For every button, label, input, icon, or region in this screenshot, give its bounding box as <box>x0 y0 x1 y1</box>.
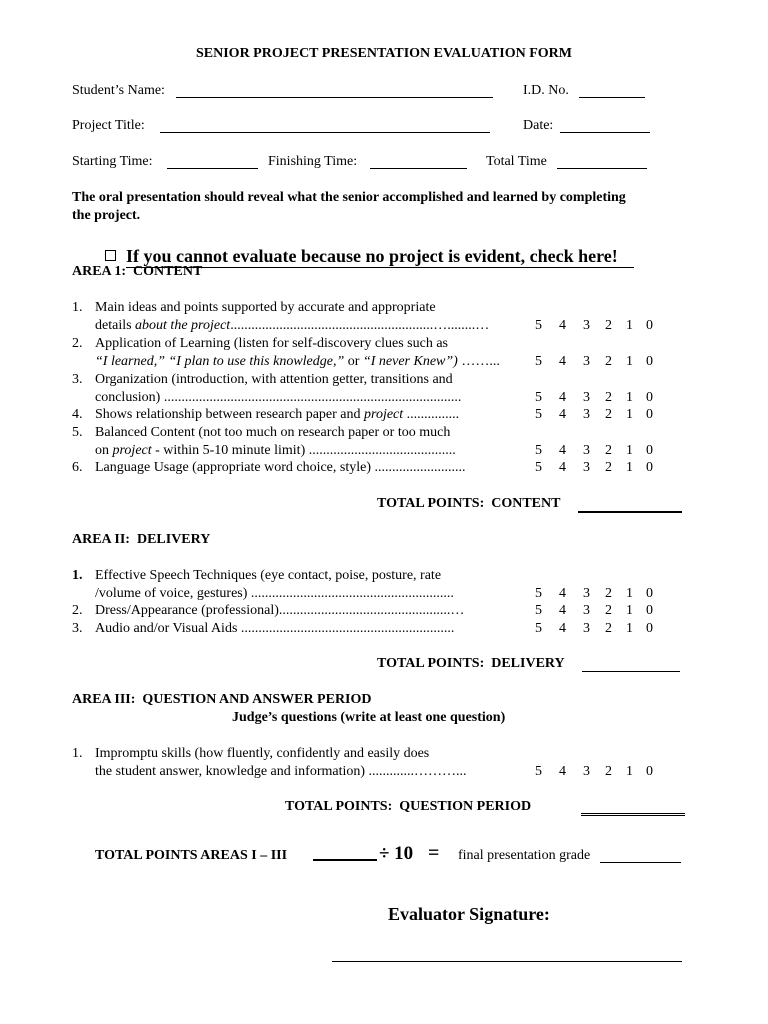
score-option-5[interactable]: 5 <box>535 407 542 422</box>
score-option-0[interactable]: 0 <box>646 390 653 405</box>
score-option-3[interactable]: 3 <box>583 764 590 779</box>
score-option-5[interactable]: 5 <box>535 603 542 618</box>
area1-item1-num: 1. <box>72 300 83 315</box>
finishing-time-label: Finishing Time: <box>268 154 358 169</box>
score-option-0[interactable]: 0 <box>646 586 653 601</box>
score-option-2[interactable]: 2 <box>605 354 612 369</box>
score-option-3[interactable]: 3 <box>583 460 590 475</box>
area1-item5-line2: on project - within 5-10 minute limit) .......................................... <box>95 443 456 458</box>
score-option-1[interactable]: 1 <box>626 764 633 779</box>
area1-item2-line2: “I learned,” “I plan to use this knowledge,” or “I never Knew”) ……... <box>95 354 500 369</box>
score-option-1[interactable]: 1 <box>626 354 633 369</box>
area2-total-field[interactable] <box>582 658 680 672</box>
area2-item2-line1: Dress/Appearance (professional).................................................… <box>95 603 465 618</box>
final-total-field[interactable] <box>313 846 377 861</box>
score-option-2[interactable]: 2 <box>605 443 612 458</box>
score-option-2[interactable]: 2 <box>605 460 612 475</box>
area1-total-field[interactable] <box>578 498 682 513</box>
checkbox-icon[interactable] <box>105 250 116 261</box>
score-option-0[interactable]: 0 <box>646 764 653 779</box>
score-option-5[interactable]: 5 <box>535 318 542 333</box>
score-option-2[interactable]: 2 <box>605 603 612 618</box>
score-option-0[interactable]: 0 <box>646 443 653 458</box>
date-label: Date: <box>523 118 554 133</box>
area2-item3-num: 3. <box>72 621 83 636</box>
area1-item4-line1: Shows relationship between research paper and project ............... <box>95 407 460 422</box>
score-option-2[interactable]: 2 <box>605 621 612 636</box>
signature-field[interactable] <box>332 961 682 962</box>
area1-item1-line2: details about the project..........................................................…........… <box>95 318 490 333</box>
area1-item2-num: 2. <box>72 336 83 351</box>
score-option-5[interactable]: 5 <box>535 621 542 636</box>
area2-item1-line1: Effective Speech Techniques (eye contact, poise, posture, rate <box>95 568 442 583</box>
score-option-3[interactable]: 3 <box>583 407 590 422</box>
area1-item3-line2: conclusion) ..................................................................................... <box>95 390 462 405</box>
area1-item5-line1: Balanced Content (not too much on research paper or too much <box>95 425 451 440</box>
score-option-3[interactable]: 3 <box>583 318 590 333</box>
area1-item2-line1: Application of Learning (listen for self-discovery clues such as <box>95 336 449 351</box>
score-option-4[interactable]: 4 <box>559 764 566 779</box>
score-option-5[interactable]: 5 <box>535 390 542 405</box>
starting-time-field[interactable] <box>167 155 258 169</box>
intro-text-line2: the project. <box>72 208 141 223</box>
score-option-2[interactable]: 2 <box>605 407 612 422</box>
area1-item6-line1: Language Usage (appropriate word choice, style) .......................... <box>95 460 466 475</box>
student-name-field[interactable] <box>176 84 493 98</box>
intro-text-line1: The oral presentation should reveal what the senior accomplished and learned by completing <box>72 190 626 205</box>
area3-item1-line2: the student answer, knowledge and information) .............………... <box>95 764 467 779</box>
area1-item1-line1: Main ideas and points supported by accurate and appropriate <box>95 300 436 315</box>
area3-item1-line1: Impromptu skills (how fluently, confidently and easily does <box>95 746 430 761</box>
score-option-1[interactable]: 1 <box>626 460 633 475</box>
score-option-3[interactable]: 3 <box>583 586 590 601</box>
area1-heading: AREA 1: CONTENT <box>72 264 203 279</box>
area1-item4-num: 4. <box>72 407 83 422</box>
divide-by-ten: ÷ 10 <box>379 843 414 864</box>
score-option-3[interactable]: 3 <box>583 603 590 618</box>
area3-total-label: TOTAL POINTS: QUESTION PERIOD <box>285 799 532 814</box>
id-label: I.D. No. <box>523 83 569 98</box>
final-grade-label: final presentation grade <box>458 848 591 863</box>
score-option-4[interactable]: 4 <box>559 460 566 475</box>
score-option-5[interactable]: 5 <box>535 764 542 779</box>
score-option-3[interactable]: 3 <box>583 390 590 405</box>
score-option-4[interactable]: 4 <box>559 318 566 333</box>
score-option-4[interactable]: 4 <box>559 603 566 618</box>
final-total-label: TOTAL POINTS AREAS I – III <box>95 848 288 863</box>
score-option-1[interactable]: 1 <box>626 586 633 601</box>
score-option-3[interactable]: 3 <box>583 443 590 458</box>
id-field[interactable] <box>579 84 645 98</box>
score-option-5[interactable]: 5 <box>535 586 542 601</box>
score-option-0[interactable]: 0 <box>646 460 653 475</box>
score-option-4[interactable]: 4 <box>559 354 566 369</box>
score-option-0[interactable]: 0 <box>646 407 653 422</box>
score-option-1[interactable]: 1 <box>626 621 633 636</box>
date-field[interactable] <box>560 119 650 133</box>
project-title-field[interactable] <box>160 119 490 133</box>
no-project-check-label: If you cannot evaluate because no project is evident, check here! <box>126 246 634 268</box>
score-option-4[interactable]: 4 <box>559 407 566 422</box>
score-option-1[interactable]: 1 <box>626 443 633 458</box>
score-option-0[interactable]: 0 <box>646 621 653 636</box>
project-title-label: Project Title: <box>72 118 145 133</box>
score-option-2[interactable]: 2 <box>605 318 612 333</box>
score-option-0[interactable]: 0 <box>646 318 653 333</box>
starting-time-label: Starting Time: <box>72 154 153 169</box>
score-option-2[interactable]: 2 <box>605 390 612 405</box>
area2-heading: AREA II: DELIVERY <box>72 532 211 547</box>
score-option-3[interactable]: 3 <box>583 354 590 369</box>
area1-item6-num: 6. <box>72 460 83 475</box>
equals-sign: = <box>428 842 440 864</box>
score-option-3[interactable]: 3 <box>583 621 590 636</box>
area2-item3-line1: Audio and/or Visual Aids ............................................................. <box>95 621 455 636</box>
score-option-0[interactable]: 0 <box>646 603 653 618</box>
page-title: SENIOR PROJECT PRESENTATION EVALUATION FORM <box>196 46 572 61</box>
area2-item2-num: 2. <box>72 603 83 618</box>
area1-item5-num: 5. <box>72 425 83 440</box>
area3-total-field[interactable] <box>581 800 685 816</box>
total-time-field[interactable] <box>557 155 647 169</box>
area1-total-label: TOTAL POINTS: CONTENT <box>377 496 561 511</box>
score-option-4[interactable]: 4 <box>559 586 566 601</box>
signature-label: Evaluator Signature: <box>388 904 550 924</box>
score-option-0[interactable]: 0 <box>646 354 653 369</box>
score-option-1[interactable]: 1 <box>626 318 633 333</box>
area1-item3-line1: Organization (introduction, with attention getter, transitions and <box>95 372 453 387</box>
finishing-time-field[interactable] <box>370 155 467 169</box>
area3-subheading: Judge’s questions (write at least one question) <box>232 710 506 725</box>
score-option-5[interactable]: 5 <box>535 443 542 458</box>
area2-item1-num: 1. <box>72 568 83 583</box>
score-option-5[interactable]: 5 <box>535 460 542 475</box>
student-name-label: Student’s Name: <box>72 83 165 98</box>
area3-heading: AREA III: QUESTION AND ANSWER PERIOD <box>72 692 372 707</box>
score-option-2[interactable]: 2 <box>605 586 612 601</box>
total-time-label: Total Time <box>486 154 547 169</box>
score-option-1[interactable]: 1 <box>626 407 633 422</box>
no-project-check[interactable] <box>96 225 634 268</box>
score-option-1[interactable]: 1 <box>626 390 633 405</box>
area2-total-label: TOTAL POINTS: DELIVERY <box>377 656 565 671</box>
final-grade-field[interactable] <box>600 849 681 863</box>
score-option-5[interactable]: 5 <box>535 354 542 369</box>
area2-item1-line2: /volume of voice, gestures) .......................................................... <box>95 586 454 601</box>
score-option-4[interactable]: 4 <box>559 390 566 405</box>
score-option-4[interactable]: 4 <box>559 621 566 636</box>
score-option-4[interactable]: 4 <box>559 443 566 458</box>
area1-item3-num: 3. <box>72 372 83 387</box>
score-option-1[interactable]: 1 <box>626 603 633 618</box>
score-option-2[interactable]: 2 <box>605 764 612 779</box>
area3-item1-num: 1. <box>72 746 83 761</box>
